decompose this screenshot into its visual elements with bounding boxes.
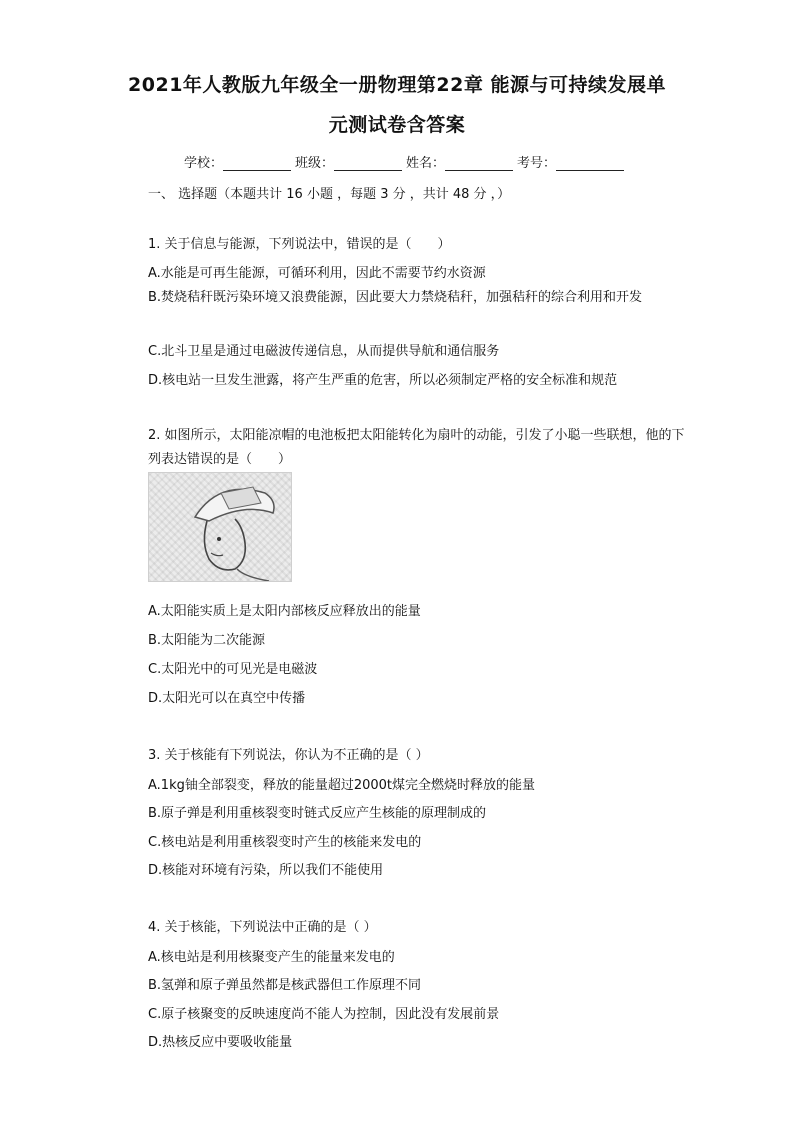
question-4-option-d: D.热核反应中要吸收能量 — [148, 1035, 293, 1050]
solar-hat-photo — [148, 472, 292, 582]
question-4-option-c: C.原子核聚变的反映速度尚不能人为控制，因此没有发展前景 — [148, 1007, 500, 1022]
name-label: 姓名： — [406, 156, 446, 171]
name-field — [404, 152, 515, 171]
question-3-option-b: B.原子弹是利用重核裂变时链式反应产生核能的原理制成的 — [148, 806, 487, 821]
solar-hat-illustration — [149, 473, 291, 581]
page-title-continued: 元测试卷含答案 — [328, 114, 466, 136]
question-1-option-a: A.水能是可再生能源，可循环利用，因此不需要节约水资源 — [148, 266, 486, 281]
class-label: 班级： — [295, 156, 335, 171]
question-4-option-a: A.核电站是利用核聚变产生的能量来发电的 — [148, 950, 395, 965]
question-1-option-c: C.北斗卫星是通过电磁波传递信息，从而提供导航和通信服务 — [148, 344, 500, 359]
question-4-option-b: B.氢弹和原子弹虽然都是核武器但工作原理不同 — [148, 978, 422, 993]
section-heading: 一、 选择题（本题共计 16 小题 ，每题 3 分 ，共计 48 分 ，） — [148, 187, 511, 202]
school-field — [182, 152, 293, 171]
question-3-option-d: D.核能对环境有污染，所以我们不能使用 — [148, 863, 384, 878]
question-2-stem: 2. 如图所示，太阳能凉帽的电池板把太阳能转化为扇叶的动能，引发了小聪一些联想，他的下列表达错误的是（ ） — [148, 428, 685, 467]
exam-number-field — [515, 152, 626, 171]
student-info-row — [182, 152, 626, 171]
school-label: 学校： — [184, 156, 224, 171]
page-title: 2021年人教版九年级全一册物理第22章 能源与可持续发展单 — [128, 74, 666, 96]
question-3-stem: 3. 关于核能有下列说法，你认为不正确的是（ ） — [148, 748, 429, 763]
question-1-option-b: B.焚烧秸秆既污染环境又浪费能源，因此要大力禁烧秸秆，加强秸秆的综合利用和开发 — [148, 290, 643, 305]
question-3-option-c: C.核电站是利用重核裂变时产生的核能来发电的 — [148, 835, 422, 850]
exam-number-label: 考号： — [517, 156, 557, 171]
exam-number-blank[interactable] — [556, 156, 624, 171]
class-blank[interactable] — [334, 156, 402, 171]
question-1-stem: 1. 关于信息与能源，下列说法中，错误的是（ ） — [148, 237, 451, 252]
question-2-option-c: C.太阳光中的可见光是电磁波 — [148, 662, 318, 677]
question-2-option-b: B.太阳能为二次能源 — [148, 633, 266, 648]
class-field — [293, 152, 404, 171]
school-blank[interactable] — [223, 156, 291, 171]
question-3-option-a: A.1kg铀全部裂变，释放的能量超过2000t煤完全燃烧时释放的能量 — [148, 778, 536, 793]
question-2-option-d: D.太阳光可以在真空中传播 — [148, 691, 306, 706]
question-2-option-a: A.太阳能实质上是太阳内部核反应释放出的能量 — [148, 604, 421, 619]
question-1-option-d: D.核电站一旦发生泄露，将产生严重的危害，所以必须制定严格的安全标准和规范 — [148, 373, 618, 388]
question-4-stem: 4. 关于核能，下列说法中正确的是（ ） — [148, 920, 377, 935]
name-blank[interactable] — [445, 156, 513, 171]
